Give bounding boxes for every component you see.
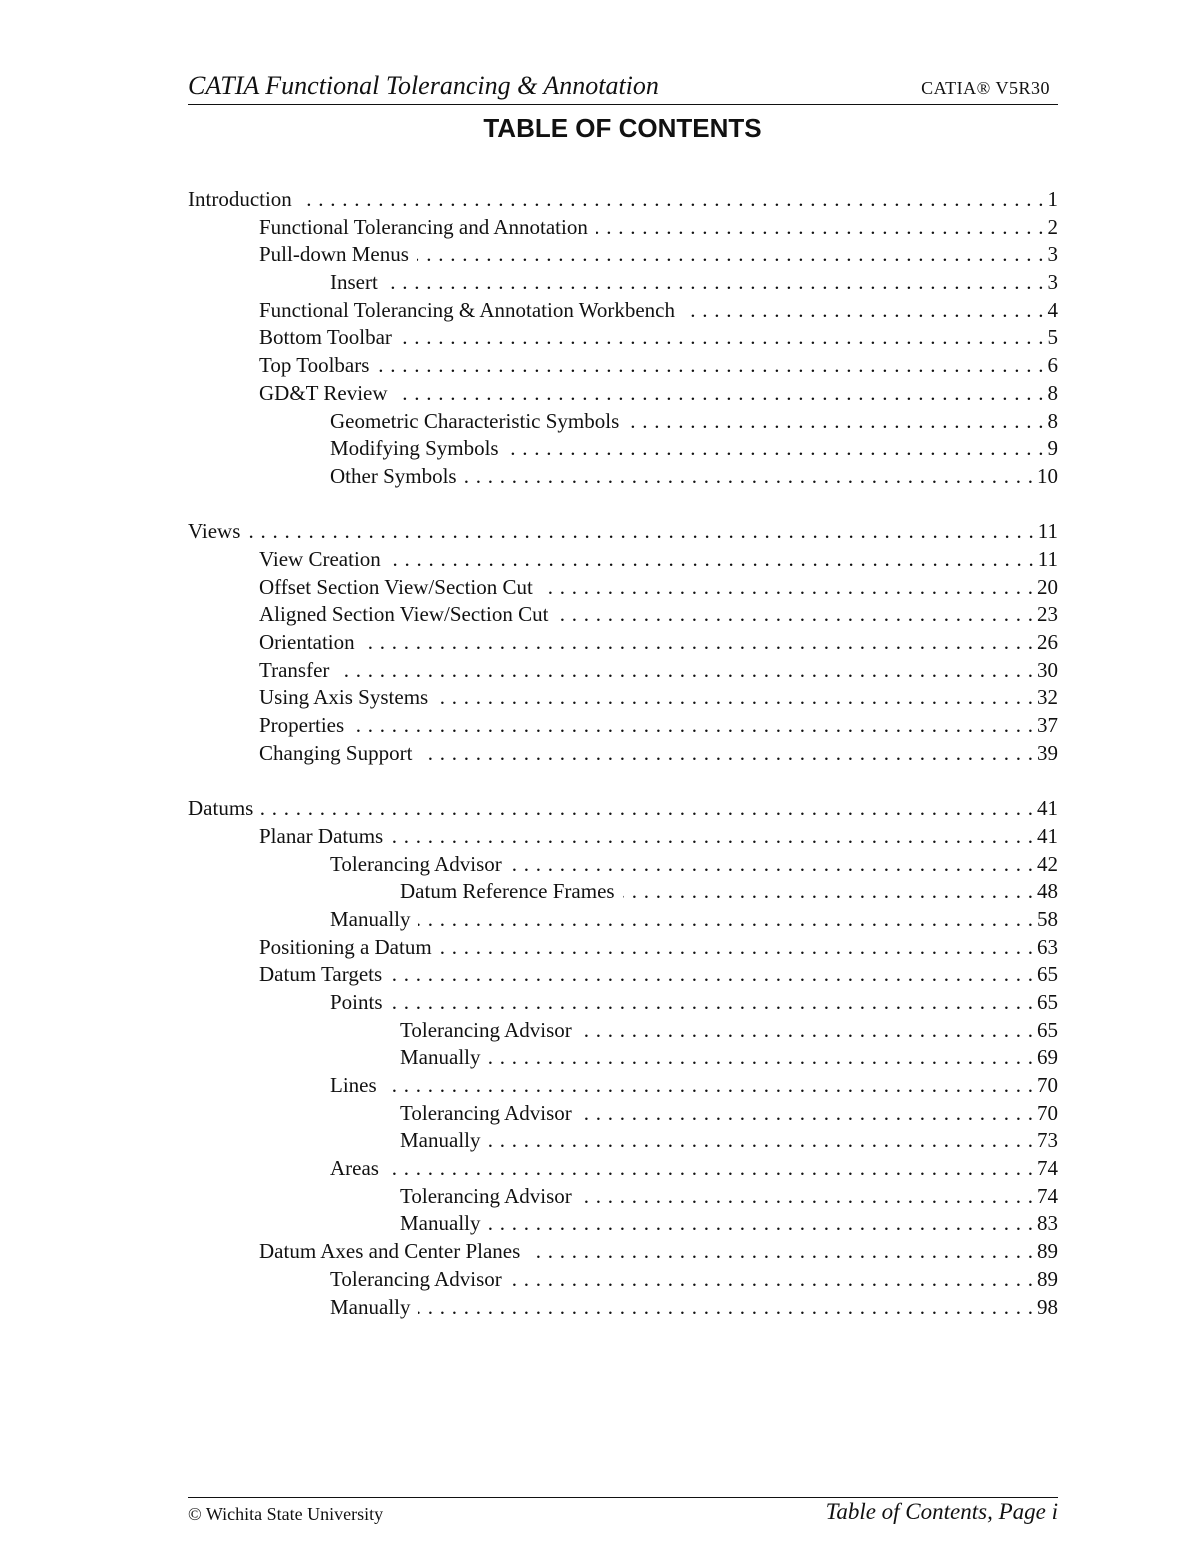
toc-entry-page: 70 bbox=[1037, 1073, 1058, 1097]
dot-leader bbox=[627, 408, 1043, 436]
toc-entry[interactable] bbox=[188, 574, 1058, 602]
dot-leader bbox=[683, 297, 1044, 325]
toc-entry[interactable] bbox=[188, 380, 1058, 408]
dot-leader bbox=[387, 1155, 1033, 1183]
toc-entry-page: 98 bbox=[1037, 1294, 1058, 1319]
toc-entry-label: Using Axis Systems bbox=[259, 685, 429, 710]
toc-entry-label: Datum Targets bbox=[259, 962, 383, 987]
toc-entry-page: 11 bbox=[1037, 546, 1058, 571]
toc-heading: TABLE OF CONTENTS bbox=[483, 113, 762, 143]
toc-entry-page: 4 bbox=[1047, 297, 1058, 322]
toc-entry-label: Lines bbox=[330, 1073, 377, 1097]
dot-leader bbox=[261, 795, 1033, 823]
dot-leader bbox=[337, 657, 1033, 685]
toc-entry[interactable] bbox=[188, 712, 1058, 740]
toc-entry[interactable] bbox=[188, 961, 1058, 989]
toc-entry[interactable] bbox=[188, 241, 1058, 269]
toc-entry[interactable] bbox=[188, 297, 1058, 325]
dot-leader bbox=[300, 186, 1044, 214]
dot-leader bbox=[488, 1210, 1033, 1238]
dot-leader bbox=[386, 269, 1044, 297]
toc-entry-page: 2 bbox=[1047, 214, 1058, 239]
toc-entry-label: Functional Tolerancing & Annotation Workbench bbox=[259, 297, 675, 322]
toc-entry-label: Aligned Section View/Section Cut bbox=[259, 602, 549, 627]
toc-entry[interactable] bbox=[188, 1155, 1058, 1183]
dot-leader bbox=[507, 435, 1044, 463]
toc-entry[interactable] bbox=[188, 795, 1058, 823]
dot-leader bbox=[420, 740, 1033, 768]
toc-entry-label: GD&T Review bbox=[259, 380, 388, 405]
toc-entry-page: 26 bbox=[1037, 630, 1058, 654]
dot-leader bbox=[465, 463, 1033, 491]
dot-leader bbox=[596, 214, 1044, 242]
toc-entry-label: Planar Datums bbox=[259, 823, 384, 848]
toc-entry[interactable] bbox=[188, 629, 1058, 657]
toc-entry-page: 69 bbox=[1037, 1045, 1058, 1070]
toc-entry-label: View Creation bbox=[259, 546, 381, 571]
dot-leader bbox=[389, 546, 1034, 574]
page-footer bbox=[188, 1497, 1058, 1532]
toc-entry[interactable] bbox=[188, 463, 1058, 491]
dot-leader bbox=[436, 684, 1033, 712]
toc-entry-page: 3 bbox=[1047, 270, 1058, 295]
table-of-contents bbox=[188, 186, 1058, 1321]
dot-leader bbox=[391, 989, 1033, 1017]
toc-entry-label: Views bbox=[188, 519, 241, 544]
toc-entry-page: 11 bbox=[1037, 519, 1058, 544]
toc-entry-page: 37 bbox=[1037, 713, 1058, 738]
toc-entry-label: Insert bbox=[330, 270, 378, 295]
toc-section bbox=[188, 795, 1058, 1321]
toc-entry-page: 9 bbox=[1047, 436, 1058, 461]
toc-entry-label: Manually bbox=[400, 1211, 481, 1236]
dot-leader bbox=[580, 1017, 1033, 1045]
toc-entry[interactable] bbox=[188, 1127, 1058, 1155]
toc-entry[interactable] bbox=[188, 1183, 1058, 1211]
toc-entry-page: 32 bbox=[1037, 685, 1058, 710]
dot-leader bbox=[377, 352, 1043, 380]
toc-entry-page: 58 bbox=[1037, 906, 1058, 931]
toc-entry-label: Bottom Toolbar bbox=[259, 325, 392, 350]
dot-leader bbox=[352, 712, 1033, 740]
toc-entry[interactable] bbox=[188, 1017, 1058, 1045]
toc-entry-label: Datum Axes and Center Planes bbox=[259, 1239, 521, 1264]
toc-entry-label: Tolerancing Advisor bbox=[330, 1266, 502, 1291]
toc-entry[interactable] bbox=[188, 408, 1058, 436]
toc-entry[interactable] bbox=[188, 518, 1058, 546]
toc-entry[interactable] bbox=[188, 546, 1058, 574]
toc-entry[interactable] bbox=[188, 1210, 1058, 1238]
toc-entry[interactable] bbox=[188, 601, 1058, 629]
dot-leader bbox=[385, 1072, 1033, 1100]
toc-entry-label: Positioning a Datum bbox=[259, 934, 432, 959]
toc-entry-label: Manually bbox=[400, 1128, 481, 1153]
dot-leader bbox=[510, 1266, 1033, 1294]
toc-entry-label: Functional Tolerancing and Annotation bbox=[259, 214, 588, 239]
toc-entry[interactable] bbox=[188, 1266, 1058, 1294]
toc-entry-label: Properties bbox=[259, 713, 345, 738]
toc-entry-page: 6 bbox=[1047, 353, 1058, 378]
dot-leader bbox=[418, 1294, 1033, 1322]
dot-leader bbox=[580, 1183, 1033, 1211]
toc-entry-page: 89 bbox=[1037, 1239, 1058, 1264]
toc-entry-label: Datums bbox=[188, 796, 254, 821]
toc-entry[interactable] bbox=[188, 851, 1058, 879]
toc-entry[interactable] bbox=[188, 823, 1058, 851]
toc-entry-label: Geometric Characteristic Symbols bbox=[330, 408, 620, 433]
toc-entry-page: 65 bbox=[1037, 962, 1058, 987]
toc-entry-label: Points bbox=[330, 989, 383, 1014]
toc-entry-page: 74 bbox=[1037, 1183, 1058, 1208]
toc-entry[interactable] bbox=[188, 906, 1058, 934]
toc-entry-label: Changing Support bbox=[259, 740, 413, 765]
toc-entry-page: 10 bbox=[1037, 463, 1058, 488]
dot-leader bbox=[391, 823, 1033, 851]
toc-entry-page: 8 bbox=[1047, 408, 1058, 433]
toc-entry-label: Tolerancing Advisor bbox=[400, 1183, 572, 1208]
dot-leader bbox=[440, 934, 1033, 962]
toc-entry-page: 63 bbox=[1037, 934, 1058, 959]
toc-entry-page: 70 bbox=[1037, 1100, 1058, 1125]
toc-entry-page: 89 bbox=[1037, 1266, 1058, 1291]
toc-entry[interactable] bbox=[188, 1100, 1058, 1128]
toc-entry[interactable] bbox=[188, 435, 1058, 463]
toc-entry[interactable] bbox=[188, 1044, 1058, 1072]
dot-leader bbox=[528, 1238, 1033, 1266]
dot-leader bbox=[390, 961, 1033, 989]
toc-entry-label: Areas bbox=[330, 1156, 379, 1181]
toc-entry-page: 65 bbox=[1037, 989, 1058, 1014]
dot-leader bbox=[488, 1127, 1033, 1155]
toc-entry[interactable] bbox=[188, 214, 1058, 242]
document-title: CATIA Functional Tolerancing & Annotation bbox=[188, 71, 659, 100]
toc-entry-label: Manually bbox=[330, 1294, 411, 1319]
toc-entry-label: Tolerancing Advisor bbox=[400, 1100, 572, 1125]
toc-entry[interactable] bbox=[188, 324, 1058, 352]
toc-entry-label: Tolerancing Advisor bbox=[330, 851, 502, 876]
toc-entry-page: 5 bbox=[1047, 325, 1058, 350]
toc-entry-page: 3 bbox=[1047, 242, 1058, 267]
toc-entry[interactable] bbox=[188, 1072, 1058, 1100]
toc-entry-page: 39 bbox=[1037, 740, 1058, 765]
toc-entry[interactable] bbox=[188, 186, 1058, 214]
page-header bbox=[188, 70, 1058, 105]
dot-leader bbox=[510, 851, 1033, 879]
toc-entry-page: 30 bbox=[1037, 657, 1058, 682]
dot-leader bbox=[623, 878, 1033, 906]
toc-entry-label: Offset Section View/Section Cut bbox=[259, 574, 533, 599]
toc-entry-label: Manually bbox=[400, 1045, 481, 1070]
toc-entry[interactable] bbox=[188, 740, 1058, 768]
dot-leader bbox=[580, 1100, 1033, 1128]
dot-leader bbox=[396, 380, 1044, 408]
toc-entry[interactable] bbox=[188, 934, 1058, 962]
dot-leader bbox=[488, 1044, 1033, 1072]
dot-leader bbox=[248, 518, 1033, 546]
copyright-notice: © Wichita State University bbox=[188, 1504, 384, 1524]
toc-entry-label: Top Toolbars bbox=[259, 353, 370, 378]
dot-leader bbox=[418, 906, 1033, 934]
toc-entry-label: Datum Reference Frames bbox=[400, 879, 615, 904]
toc-entry-label: Manually bbox=[330, 906, 411, 931]
toc-entry-page: 23 bbox=[1037, 602, 1058, 627]
toc-entry-page: 41 bbox=[1037, 823, 1058, 848]
toc-entry[interactable] bbox=[188, 657, 1058, 685]
toc-entry-page: 83 bbox=[1037, 1211, 1058, 1236]
dot-leader bbox=[541, 574, 1033, 602]
toc-entry[interactable] bbox=[188, 269, 1058, 297]
toc-section bbox=[188, 518, 1058, 767]
toc-entry-page: 20 bbox=[1037, 574, 1058, 599]
toc-entry[interactable] bbox=[188, 878, 1058, 906]
toc-entry-page: 8 bbox=[1047, 380, 1058, 405]
toc-entry-page: 42 bbox=[1037, 851, 1058, 876]
dot-leader bbox=[417, 241, 1044, 269]
toc-entry-page: 65 bbox=[1037, 1017, 1058, 1042]
toc-entry-label: Other Symbols bbox=[330, 463, 457, 488]
toc-entry-label: Pull-down Menus bbox=[259, 242, 409, 267]
software-version: CATIA® V5R30 bbox=[921, 78, 1050, 98]
toc-entry-label: Orientation bbox=[259, 630, 355, 654]
toc-entry-page: 74 bbox=[1037, 1156, 1058, 1181]
toc-section bbox=[188, 186, 1058, 491]
toc-entry[interactable] bbox=[188, 1238, 1058, 1266]
dot-leader bbox=[363, 629, 1033, 657]
toc-entry-page: 73 bbox=[1037, 1128, 1058, 1153]
toc-entry[interactable] bbox=[188, 989, 1058, 1017]
toc-entry[interactable] bbox=[188, 352, 1058, 380]
toc-entry-label: Modifying Symbols bbox=[330, 436, 499, 461]
toc-entry-label: Transfer bbox=[259, 657, 330, 682]
dot-leader bbox=[556, 601, 1033, 629]
toc-entry[interactable] bbox=[188, 1294, 1058, 1322]
toc-entry-label: Introduction bbox=[188, 187, 292, 211]
page-reference: Table of Contents, Page i bbox=[825, 1499, 1058, 1524]
toc-entry[interactable] bbox=[188, 684, 1058, 712]
toc-entry-label: Tolerancing Advisor bbox=[400, 1017, 572, 1042]
toc-entry-page: 41 bbox=[1037, 796, 1058, 821]
toc-entry-page: 1 bbox=[1047, 187, 1058, 211]
toc-entry-page: 48 bbox=[1037, 879, 1058, 904]
dot-leader bbox=[400, 324, 1044, 352]
